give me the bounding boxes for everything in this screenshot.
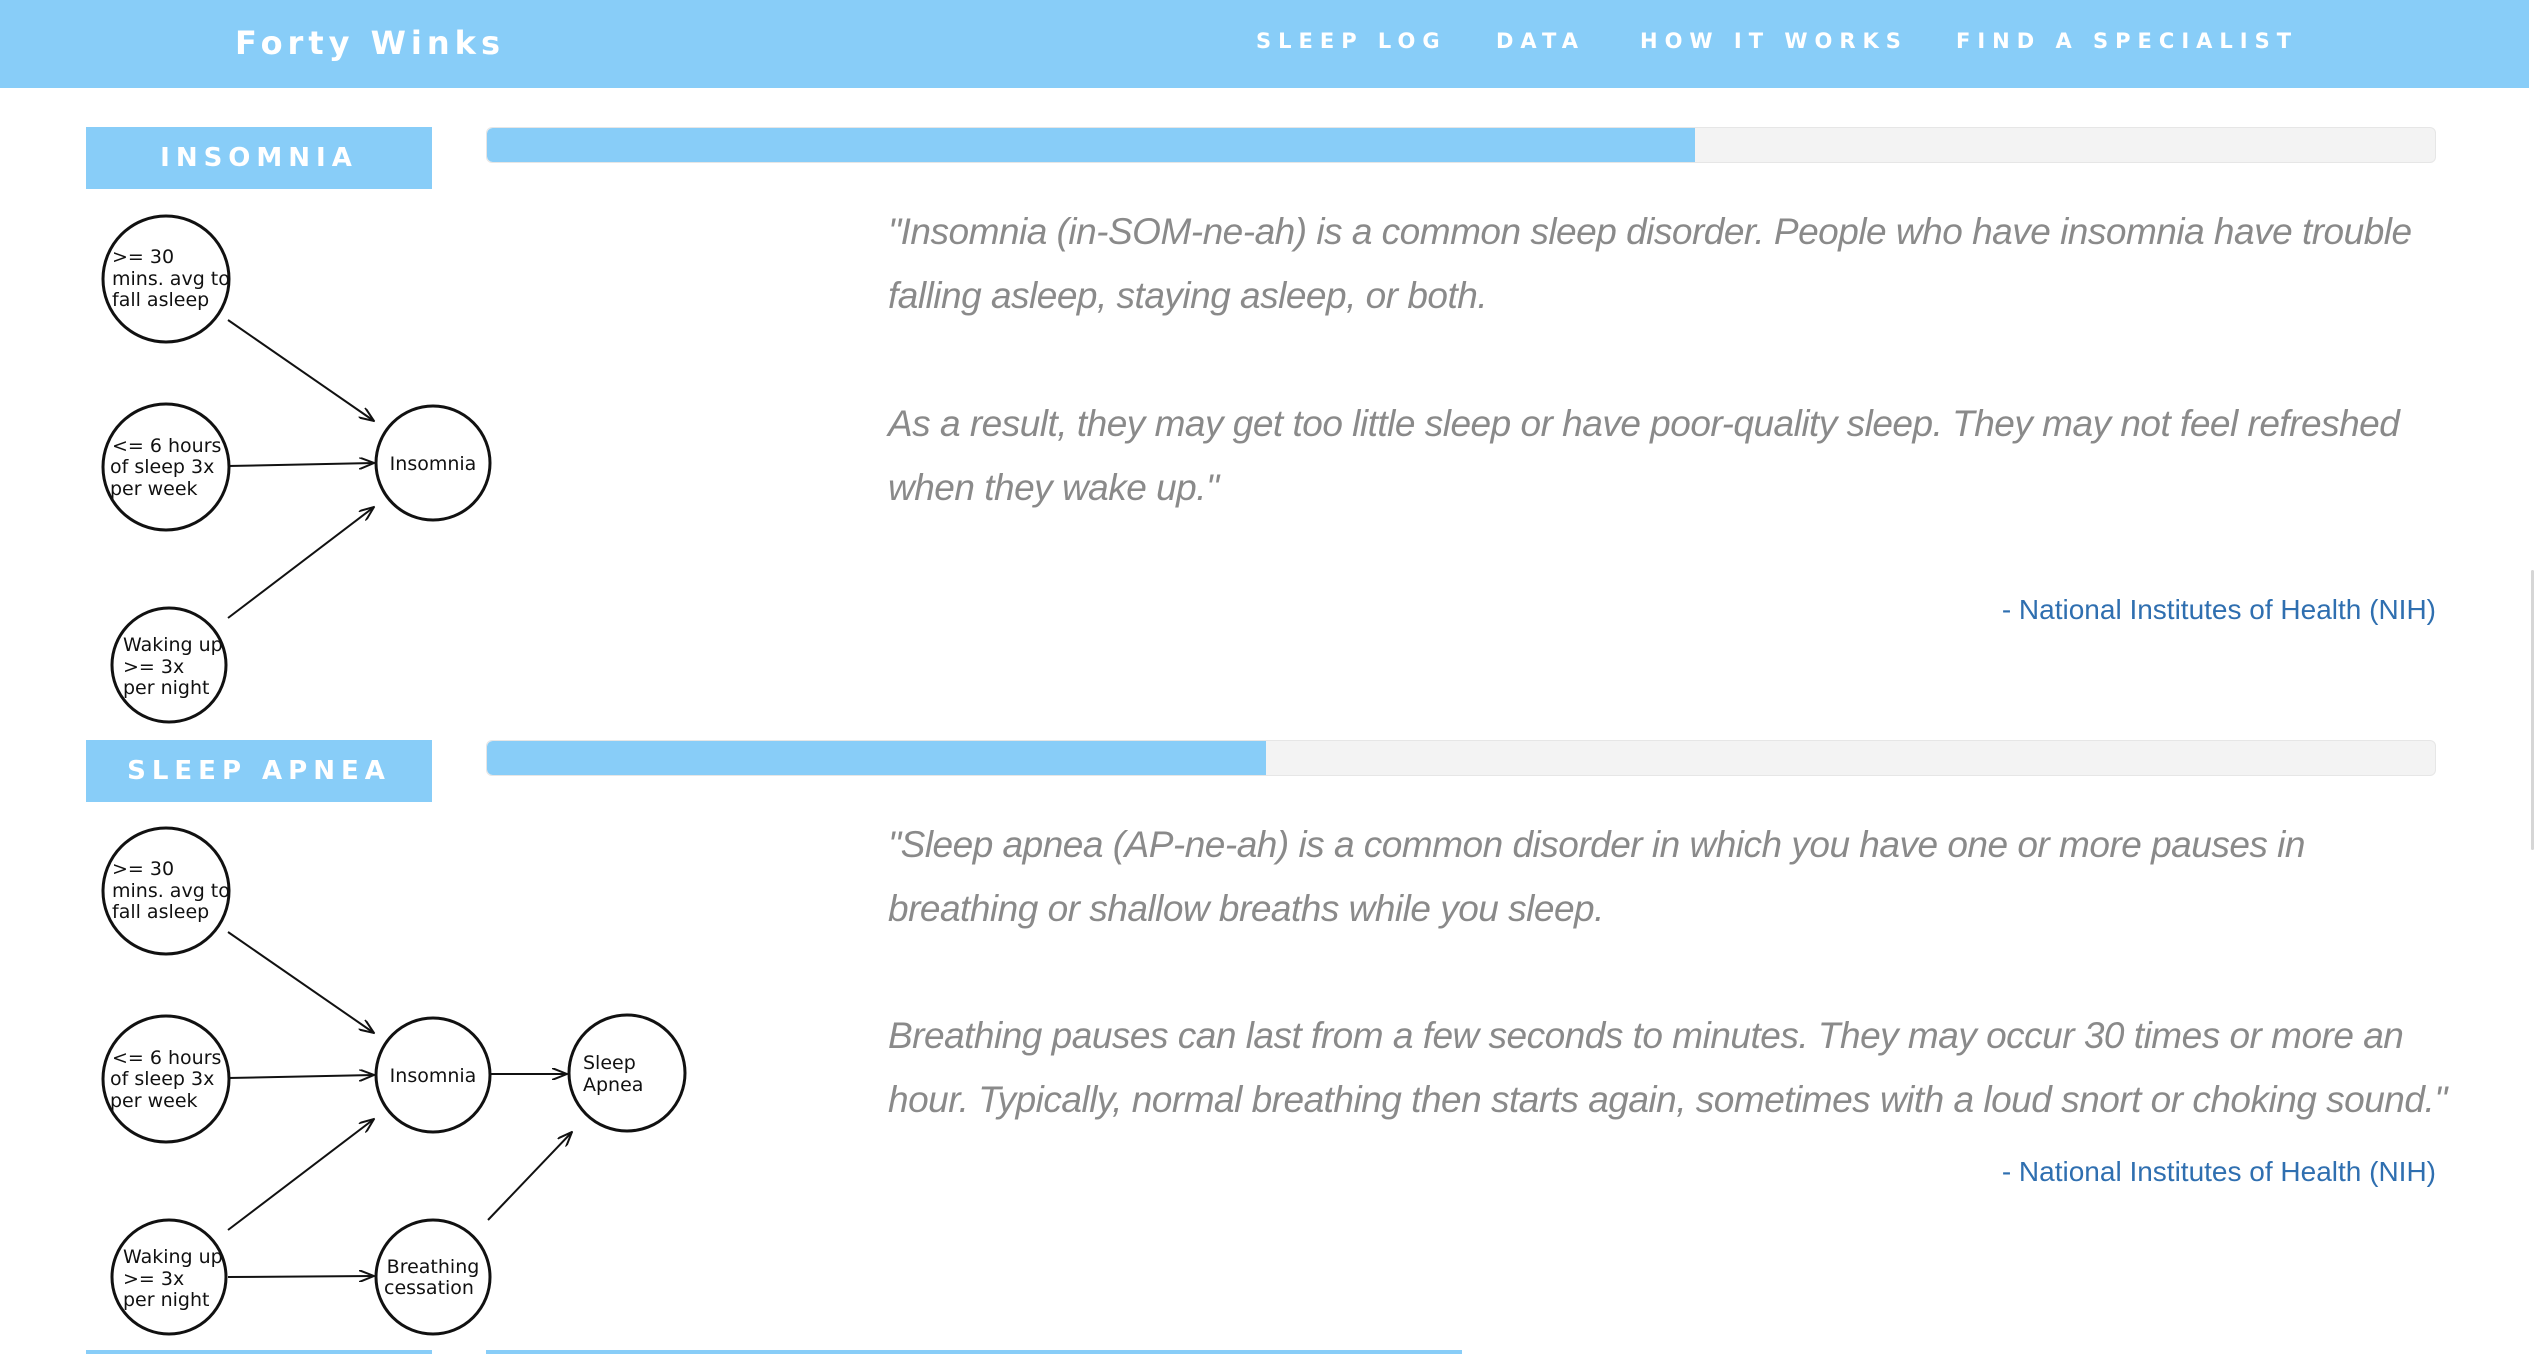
edge-waking-to-breathing-cessation — [228, 1276, 374, 1277]
node-label-line: Insomnia — [389, 1065, 477, 1087]
insomnia-progress-bar — [486, 127, 2436, 163]
node-label-line: Apnea — [583, 1074, 644, 1096]
brand-logo-link[interactable]: Forty Winks — [235, 24, 505, 62]
node-label-line: mins. avg to — [112, 880, 230, 902]
top-navbar — [0, 0, 2529, 88]
node-label-line: per night — [123, 1289, 210, 1311]
nav-link-sleep-log[interactable]: SLEEP LOG — [1256, 29, 1447, 53]
node-label-line: >= 30 — [112, 246, 175, 268]
sleep-apnea-source-link[interactable]: - National Institutes of Health (NIH) — [2001, 1156, 2436, 1187]
insomnia-progress-fill — [487, 128, 1695, 162]
node-label-line: Insomnia — [389, 453, 477, 475]
node-label-line: of sleep 3x — [110, 456, 215, 478]
insomnia-section-label: INSOMNIA — [86, 127, 432, 189]
sleep-apnea-causal-diagram — [86, 812, 706, 1350]
nav-link-data[interactable]: DATA — [1496, 29, 1586, 53]
nav-link-how-it-works[interactable]: HOW IT WORKS — [1640, 29, 1908, 53]
edge-fall-asleep-to-insomnia — [228, 320, 374, 421]
node-label-line: >= 3x — [123, 656, 185, 678]
insomnia-quote-paragraph-1: "Insomnia (in-SOM-ne-ah) is a common sleep disorder. People who have insomnia have trouble falling asleep, staying asleep, or both. — [888, 211, 2412, 316]
sleep-apnea-progress-bar — [486, 740, 2436, 776]
node-label-line: cessation — [384, 1277, 474, 1299]
node-label-line: <= 6 hours — [112, 435, 222, 457]
edge-waking-to-insomnia — [228, 507, 374, 618]
sleep-apnea-quote-paragraph-2: Breathing pauses can last from a few seconds to minutes. They may occur 30 times or more an hour. Typically, normal breathing then starts again, sometimes with a loud snort or choking sound." — [888, 1015, 2447, 1120]
node-label-line: per week — [110, 478, 198, 500]
sleep-apnea-progress-fill — [487, 741, 1266, 775]
insomnia-causal-diagram — [86, 200, 506, 730]
node-label-line: per week — [110, 1090, 198, 1112]
node-label-line: Sleep — [583, 1052, 636, 1074]
node-label-line: Waking up — [123, 1246, 223, 1268]
node-label-line: mins. avg to — [112, 268, 230, 290]
sleep-apnea-section-label: SLEEP APNEA — [86, 740, 432, 802]
next-section-label-edge — [86, 1350, 432, 1354]
node-label-line: Breathing — [386, 1256, 480, 1278]
edge-waking-to-insomnia — [228, 1119, 374, 1230]
edge-sleep-hours-to-insomnia — [228, 463, 374, 466]
page-scrollbar-thumb[interactable] — [2531, 570, 2534, 850]
next-section-progress-edge — [486, 1350, 1462, 1354]
node-label-line: fall asleep — [112, 289, 210, 311]
insomnia-quote-paragraph-2: As a result, they may get too little sleep or have poor-quality sleep. They may not feel refreshed when they wake up." — [888, 403, 2400, 508]
node-label-line: of sleep 3x — [110, 1068, 215, 1090]
edge-sleep-hours-to-insomnia — [228, 1075, 374, 1078]
insomnia-source-link[interactable]: - National Institutes of Health (NIH) — [2001, 594, 2436, 625]
node-label-line: <= 6 hours — [112, 1047, 222, 1069]
node-label-line: >= 30 — [112, 858, 175, 880]
sleep-apnea-quote-paragraph-1: "Sleep apnea (AP-ne-ah) is a common disorder in which you have one or more pauses in breathing or shallow breaths while you sleep. — [888, 824, 2305, 929]
node-label-line: fall asleep — [112, 901, 210, 923]
node-label-line: Waking up — [123, 634, 223, 656]
nav-link-find-a-specialist[interactable]: FIND A SPECIALIST — [1956, 29, 2299, 53]
edge-breathing-cessation-to-sleep-apnea — [488, 1132, 572, 1220]
node-label-line: per night — [123, 677, 210, 699]
edge-fall-asleep-to-insomnia — [228, 932, 374, 1033]
node-label-line: >= 3x — [123, 1268, 185, 1290]
